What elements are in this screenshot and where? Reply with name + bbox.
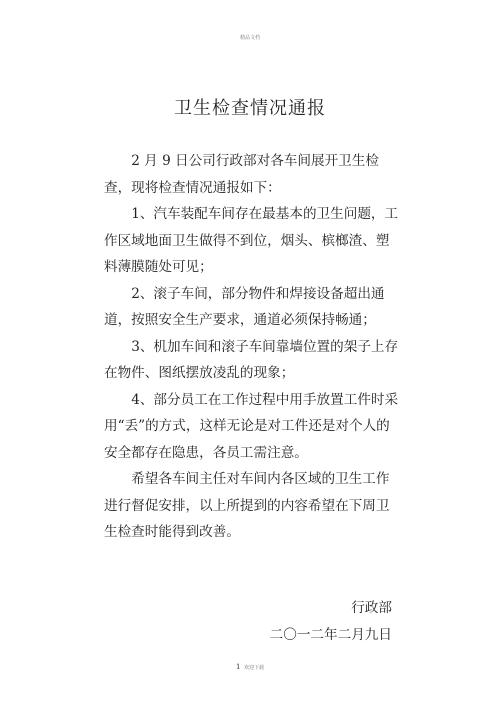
paragraph-closing: 希望各车间主任对车间内各区域的卫生工作进行督促安排，以上所提到的内容希望在下周卫生检查时能得到改善。 (104, 471, 390, 540)
page-footer (0, 663, 500, 671)
paragraph-intro: 2 月 9 日公司行政部对各车间展开卫生检查，现将检查情况通报如下： (104, 153, 379, 196)
paragraph-item-1: 1、汽车装配车间存在最基本的卫生问题，工作区域地面卫生做得不到位，烟头、槟榔渣、塑料薄膜随处可见； (104, 206, 399, 275)
paragraph-item-4: 4、部分员工在工作过程中用手放置工件时采用“丢”的方式，这样无论是对工件还是对个人的安全都存在隐患，各员工需注意。 (104, 391, 399, 461)
signature-department: 行政部 (351, 600, 392, 616)
document-body (104, 148, 400, 546)
paragraph-item-2: 2、滚子车间，部分物件和焊接设备超出通道，按照安全生产要求，通道必须保持畅通； (104, 285, 385, 328)
header-watermark: 精品文档 (239, 35, 260, 41)
signature-date: 二〇一二年二月九日 (269, 627, 392, 643)
footer-mark: 欢迎下载 (244, 665, 265, 671)
paragraph-item-3: 3、机加车间和滚子车间靠墙位置的架子上存在物件、图纸摆放凌乱的现象； (104, 338, 399, 381)
page-number: 1 (235, 663, 241, 671)
document-title: 卫生检查情况通报 (174, 98, 326, 119)
